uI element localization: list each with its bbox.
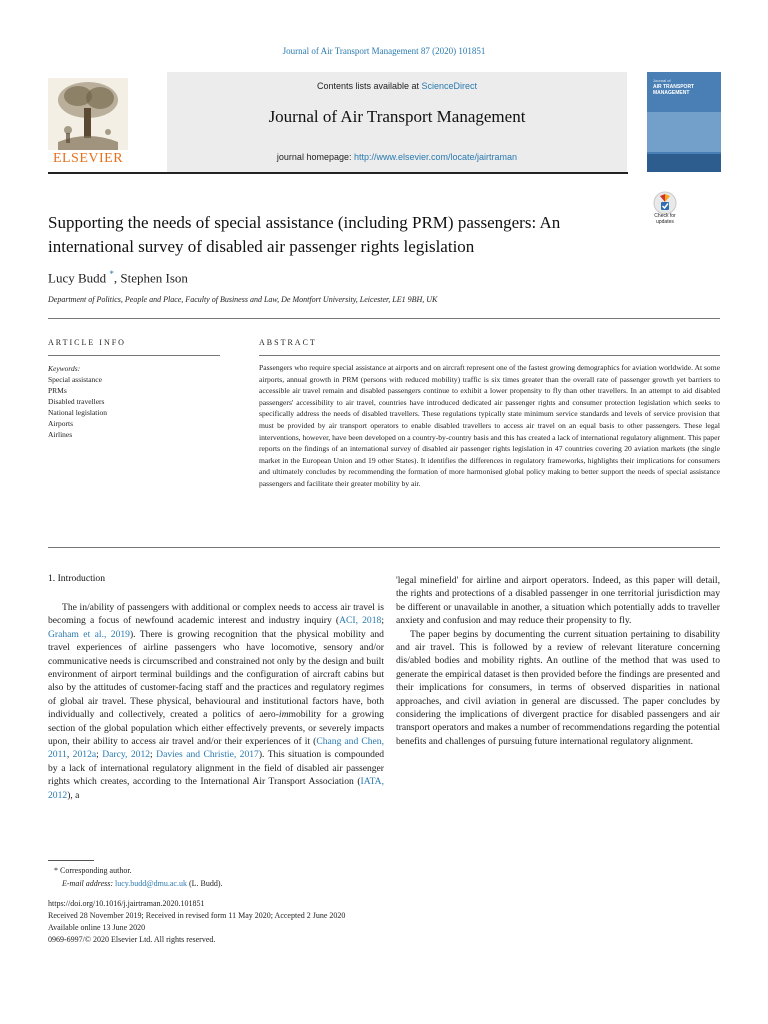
body-paragraph: The paper begins by documenting the current situation pertaining to disability and air travel. This is followed by a review of relevant literature concerning dis/abled bodies and mobility rights. An outline of the method that was used to generate the empirical dataset is then provided before the findings are presented and their implications for consumers, in terms of observed disparities in national approaches, and civil aviation in general are discussed. The paper concludes by considering the implications of divergent practice for disabled passengers and air transport operators and makes a number of recommendations regarding the potential benefits and challenges of pursuing future international regulatory alignment. (396, 628, 720, 747)
email-suffix: (L. Budd). (186, 879, 223, 888)
footnote-rule (48, 860, 94, 861)
email-note (62, 878, 223, 889)
body-right-column (396, 574, 720, 748)
author-budd[interactable]: Lucy Budd (48, 270, 107, 286)
text-run: ; (381, 615, 384, 627)
contents-prefix: Contents lists available at (316, 81, 422, 91)
text-run-italic: im (278, 709, 289, 721)
journal-reference-link[interactable]: Journal of Air Transport Management 87 (2020) 101851 (282, 46, 486, 56)
body-paragraph: 'legal minefield' for airline and airport operators. Indeed, as this paper will detail, the rights and protections of a disabled passenger in one territorial jurisdiction may be different or unavailable in another, a situation which potentially adds to traveller anxiety and confusion and may reduce their propensity to fly. (396, 575, 720, 627)
cover-band-bottom (647, 154, 721, 172)
text-run: ; (150, 749, 157, 761)
contents-line (167, 81, 627, 91)
corresponding-author-note (54, 865, 132, 876)
keyword-item: Special assistance (48, 375, 102, 384)
elsevier-wordmark: ELSEVIER (52, 151, 124, 166)
cover-main-title: AIR TRANSPORT MANAGEMENT (653, 84, 695, 96)
citation-link[interactable]: Chang and Chen, 2011 (48, 736, 384, 761)
homepage-link[interactable]: http://www.elsevier.com/locate/jairtraman (353, 152, 518, 162)
doi-link[interactable]: https://doi.org/10.1016/j.jairtraman.2020.101851 (48, 899, 205, 908)
email-label: E-mail address: (62, 879, 116, 888)
check-for-updates-badge[interactable] (646, 191, 684, 231)
body-paragraph (48, 601, 384, 802)
divider-rule (48, 547, 720, 548)
citation-link[interactable]: IATA, 2012 (48, 776, 384, 801)
cover-band (647, 112, 721, 152)
citation-link[interactable]: Graham et al., 2019 (48, 628, 130, 640)
citation-link[interactable]: 2012a (72, 749, 97, 761)
keyword-item: Disabled travellers (48, 397, 105, 406)
check-for-updates-label: Check for updates (654, 213, 676, 225)
keywords-label: Keywords: (48, 364, 81, 373)
check-for-updates-icon (653, 191, 677, 215)
cover-small-text: Journal of (653, 78, 671, 83)
affiliation: Department of Politics, People and Place, Faculty of Business and Law, De Montfort University, Leicester, LE1 9BH, UK (48, 295, 438, 304)
header-rule (48, 172, 628, 174)
corresponding-text: Corresponding author. (60, 866, 132, 875)
keywords-block (48, 363, 228, 440)
journal-cover-thumbnail[interactable] (647, 72, 721, 172)
citation-link[interactable]: Darcy, 2012 (102, 749, 151, 761)
text-run: mobility for a growing section of the global population which either effectively prevents, or severely impacts upon, their ability to access air travel and/or their experiences of it ( (48, 709, 384, 748)
available-online: Available online 13 June 2020 (48, 923, 146, 932)
received-dates: Received 28 November 2019; Received in revised form 11 May 2020; Accepted 2 June 2020 (48, 911, 346, 920)
homepage-line (167, 152, 627, 162)
keyword-item: National legislation (48, 408, 107, 417)
sciencedirect-link[interactable]: ScienceDirect (421, 81, 478, 91)
citation-link[interactable]: ACI, 2018 (339, 615, 382, 627)
abstract-heading: ABSTRACT (259, 338, 317, 347)
abstract-text: Passengers who require special assistance at airports and on aircraft represent one of the fastest growing demographics for aviation worldwide. At some airports, annual growth in PRM (persons with reduced mobility) traffic is six times greater than the overall rate of passenger growth yet barriers to accessible air travel remain and disabled passengers continue to exhibit a lower propensity to fly than other travellers. In an attempt to aid disabled passengers' accessibility to air travel, countries have introduced dedicated air passenger rights and consumer protection legislation which seeks to specifically address the needs of disabled travellers. These regulations typically state minimum service standards and levels of service provision that must be provided by air transport operators to enable disabled travellers to access air travel on an equal basis to other passengers. These legal interventions, however, have been developed on a country-by-country basis and this has created a lack of international regulatory alignment. This paper reports on the findings of an international survey of disabled air passenger rights legislation in 47 countries covering 20 aviation markets (the single market in the European Union and 19 other States). It identifies the differences in regulatory frameworks, highlights their implications for consumers and ultimately concludes by recommending the formation of more harmonised global policy making to better support the needs of special assistance passengers and facilitate their greater mobility by air. (259, 363, 720, 488)
keyword-item: Airlines (48, 430, 73, 439)
abstract-rule (259, 355, 720, 356)
copyright-line: 0969-6997/© 2020 Elsevier Ltd. All rights reserved. (48, 935, 216, 944)
text-run: , (66, 749, 73, 761)
homepage-label: journal homepage: (276, 152, 354, 162)
author-ison[interactable]: Stephen Ison (120, 270, 188, 286)
article-title: Supporting the needs of special assistance (including PRM) passengers: An international survey of disabled air passenger rights legislation (48, 213, 561, 256)
text-run: ). This situation is compounded by a lack of international regulatory alignment in the field of disabled air passenger rights which creates, according to the International Air Transport Association ( (48, 749, 385, 788)
elsevier-tree-logo (48, 78, 128, 150)
divider-rule (48, 318, 720, 319)
text-run: ; (96, 749, 103, 761)
keyword-item: PRMs (48, 386, 67, 395)
text-run: ), a (67, 789, 80, 801)
author-separator: , (113, 270, 121, 286)
section-heading-introduction: 1. Introduction (48, 573, 106, 584)
article-info-heading: ARTICLE INFO (48, 338, 126, 347)
text-run: The in/ability of passengers with additional or complex needs to access air travel is becoming a focus of newfound academic interest and industry inquiry ( (48, 602, 384, 627)
article-info-rule (48, 355, 220, 356)
text-run: ). There is growing recognition that the physical mobility and travel experiences of airline passengers who have locomotive, sensory and/or communicative needs is circumscribed and constrained not only by the design and built environment of airport terminal buildings and the configuration of aircraft cabins but also by the attitudes of customer-facing staff and the practices and regulatory regimes of global air travel. These physical, behavioural and institutional factors have, both individually and collectively, created a politics of aero- (48, 628, 384, 721)
authors-line (48, 269, 188, 286)
corresponding-mark: * (54, 866, 58, 875)
cover-title (653, 78, 715, 96)
keyword-item: Airports (48, 419, 73, 428)
corresponding-author-mark[interactable]: * (109, 269, 114, 279)
email-link[interactable]: lucy.budd@dmu.ac.uk (115, 879, 187, 888)
body-left-column (48, 601, 384, 802)
citation-link[interactable]: Davies and Christie, 2017 (156, 749, 259, 761)
journal-name: Journal of Air Transport Management (268, 107, 526, 126)
